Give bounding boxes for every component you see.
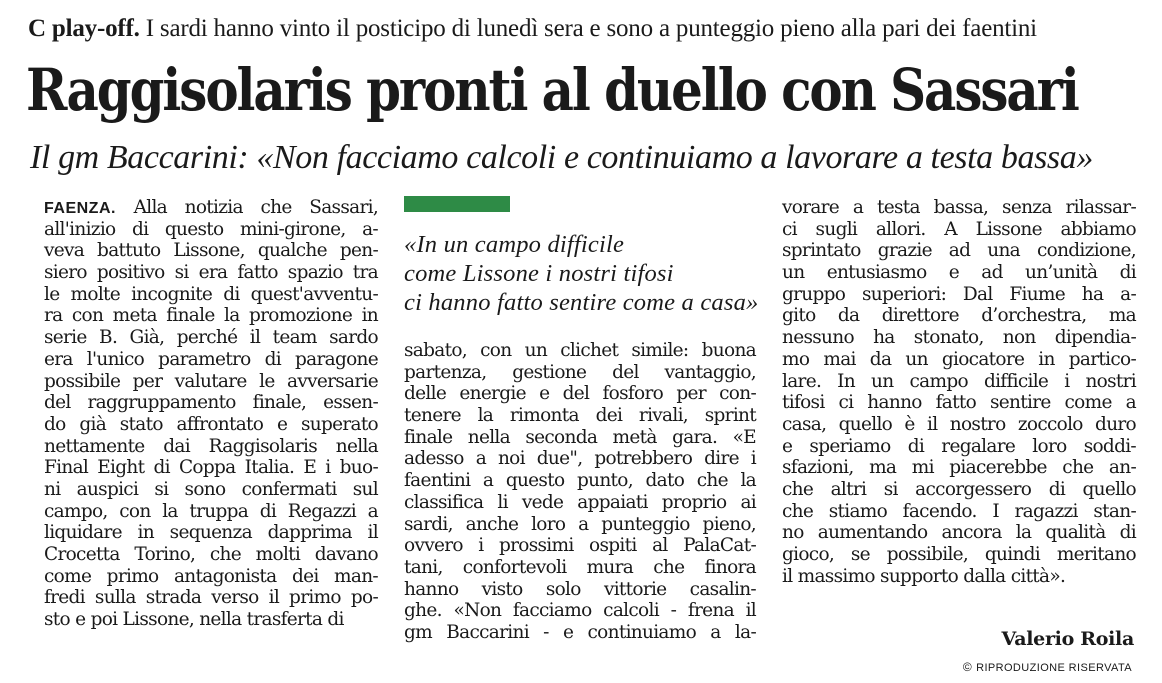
column-line: ni auspici si sono confermati sul	[44, 478, 378, 500]
column-line: gm Baccarini - e continuiamo a la-	[404, 621, 756, 643]
column-line: vorare a testa bassa, senza rilassar-	[782, 197, 1136, 218]
kicker-label: C play-off.	[28, 15, 140, 42]
column-line: e speriamo di regalare loro soddi-	[782, 435, 1136, 457]
column-line: ci sugli allori. A Lissone abbiamo	[782, 218, 1136, 240]
column-line: all'inizio di questo mini-girone, a-	[44, 218, 378, 240]
column-line: ghe. «Non facciamo calcoli - frena il	[404, 600, 756, 622]
column-line: gito da direttore d’orchestra, ma	[782, 305, 1136, 327]
column-line: mo mai da un giocatore in partico-	[782, 348, 1136, 370]
column-line: nessuno ha stonato, non dipendia-	[782, 327, 1136, 349]
column-line: casa, quello è il nostro zoccolo duro	[782, 413, 1136, 435]
pull-quote	[404, 230, 764, 317]
column-line: il massimo supporto dalla città».	[782, 565, 1066, 587]
column-line: che altri si accorgessero di quello	[782, 478, 1136, 500]
kicker-text: I sardi hanno vinto il posticipo di lunedì sera e sono a punteggio pieno alla pari dei faentini	[139, 15, 1037, 42]
column-line: tenere la rimonta dei rivali, sprint	[404, 405, 756, 427]
column-line: campo, con la truppa di Regazzi a	[44, 500, 378, 522]
pull-quote-line: come Lissone i nostri tifosi	[404, 260, 674, 287]
column-line: hanno visto solo vittorie casalin-	[404, 578, 756, 600]
pull-quote-line: ci hanno fatto sentire come a casa»	[404, 289, 759, 316]
column-line-text: Alla notizia che Sassari,	[115, 197, 378, 218]
column-line: adesso a noi due", potrebbero dire i	[404, 448, 756, 470]
column-line: era l'unico parametro di paragone	[44, 348, 378, 370]
column-line: delle energie e del fosforo per con-	[404, 383, 756, 405]
column-line: le molte incognite di quest'avventu-	[44, 283, 378, 305]
column-line: no aumentando ancora la qualità di	[782, 522, 1136, 544]
column-line: finale nella seconda metà gara. «E	[404, 426, 756, 448]
pull-quote-line: «In un campo difficile	[404, 231, 625, 258]
accent-bar	[404, 196, 510, 212]
article-column-2	[404, 340, 756, 644]
column-line: tifosi ci hanno fatto sentire come a	[782, 392, 1136, 414]
column-line: Crocetta Torino, che molti davano	[44, 544, 378, 565]
column-line	[44, 197, 378, 219]
kicker	[28, 14, 1148, 44]
rights-notice	[963, 660, 1132, 674]
column-line: tani, confortevoli mura che finora	[404, 556, 756, 578]
column-line: ovvero i prossimi ospiti al PalaCat-	[404, 535, 756, 557]
article-column-3	[782, 197, 1136, 587]
copyright-icon: ©	[962, 660, 973, 674]
column-line: come primo antagonista dei man-	[44, 565, 378, 587]
column-line: liquidare in sequenza dapprima il	[44, 522, 378, 544]
column-line: veva battuto Lissone, qualche pen-	[44, 240, 378, 262]
column-line: sabato, con un clichet simile: buona	[404, 340, 756, 361]
byline: Valerio Roila	[1001, 628, 1134, 650]
column-line: Final Eight di Coppa Italia. E i buo-	[44, 457, 378, 479]
column-line: gioco, se possibile, quindi meritano	[782, 544, 1136, 565]
headline: Raggisolaris pronti al duello con Sassari	[26, 56, 1078, 124]
column-line: sardi, anche loro a punteggio pieno,	[404, 513, 756, 535]
column-line: nettamente dai Raggisolaris nella	[44, 435, 378, 457]
dateline: FAENZA.	[44, 200, 116, 217]
column-line: faentini a questo punto, dato che la	[404, 470, 756, 492]
column-line: siero positivo si era fatto spazio tra	[44, 262, 378, 284]
column-line: del raggruppamento finale, essen-	[44, 392, 378, 414]
column-line: do già stato affrontato e superato	[44, 413, 378, 435]
column-line: serie B. Già, perché il team sardo	[44, 327, 378, 349]
column-line: partenza, gestione del vantaggio,	[404, 361, 756, 383]
column-line: un entusiasmo e ad un’unità di	[782, 262, 1136, 284]
column-line: possibile per valutare le avversarie	[44, 370, 378, 392]
column-line: sprintato grazie ad una condizione,	[782, 240, 1136, 262]
column-line: sto e poi Lissone, nella trasferta di	[44, 609, 344, 631]
column-line: sfazioni, ma mi piacerebbe che an-	[782, 457, 1136, 479]
article-column-1	[44, 197, 378, 631]
column-line: lare. In un campo difficile i nostri	[782, 370, 1136, 392]
column-line: che stiamo facendo. I ragazzi stan-	[782, 500, 1136, 522]
column-line: fredi sulla strada verso il primo po-	[44, 587, 378, 609]
column-line: gruppo superiori: Dal Fiume ha a-	[782, 283, 1136, 305]
column-line: ra con meta finale la promozione in	[44, 305, 378, 327]
rights-text: RIPRODUZIONE RISERVATA	[976, 662, 1132, 674]
column-line: classifica li vede appaiati proprio ai	[404, 491, 756, 513]
subhead: Il gm Baccarini: «Non facciamo calcoli e continuiamo a lavorare a testa bassa»	[30, 139, 1093, 176]
